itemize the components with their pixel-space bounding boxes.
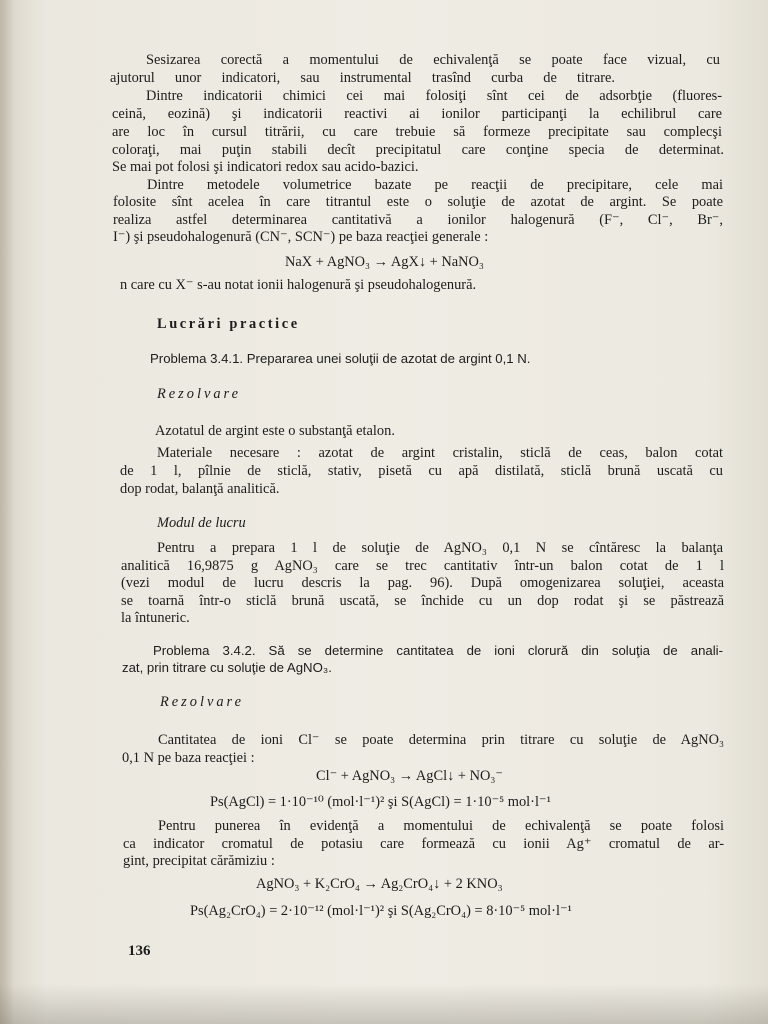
paragraph-line: se toarnă într-o sticlă brună uscată, se închide cu un dop rodat şi se păstrează (121, 593, 724, 609)
paragraph-line: Azotatul de argint este o substanţă etalon. (155, 423, 395, 439)
page-binding-shadow (0, 0, 14, 1024)
reaction-equation: Cl⁻ + AgNO₃ → AgCl↓ + NO₃⁻ (316, 768, 503, 784)
reaction-equation: NaX + AgNO₃ → AgX↓ + NaNO₃ (285, 254, 484, 270)
paragraph-line: gint, precipitat cărămiziu : (123, 853, 275, 869)
reaction-equation: AgNO₃ + K₂CrO₄ → Ag₂CrO₄↓ + 2 KNO₃ (256, 876, 503, 892)
paragraph-line: folosite sînt acelea în care titrantul este o soluţie de azotat de argint. Se poate (113, 194, 723, 210)
section-heading: Lucrări practice (157, 316, 300, 332)
paragraph-line: n care cu X⁻ s-au notat ionii halogenură şi pseudohalogenură. (120, 277, 477, 293)
paragraph-line: 0,1 N pe baza reacţiei : (122, 750, 255, 766)
paragraph-line: Dintre indicatorii chimici cei mai folosiţi sînt cei de adsorbţie (fluores- (146, 88, 722, 104)
paragraph-line: la întuneric. (121, 610, 190, 626)
paragraph-line: Materiale necesare : azotat de argint cristalin, sticlă de ceas, balon cotat (157, 445, 723, 461)
paragraph-line: I⁻) şi pseudohalogenură (CN⁻, SCN⁻) pe baza reacţiei generale : (113, 229, 489, 245)
paragraph-line: coloraţi, mai puţin stabili decît precipitatul care conţine specia de determinat. (112, 142, 724, 158)
page-number: 136 (128, 943, 151, 959)
paragraph-line: de 1 l, pîlnie de sticlă, stativ, pisetă cu apă distilată, sticlă brună uscată cu (120, 463, 723, 479)
paragraph-line: Se mai pot folosi şi indicatori redox sau acido-bazici. (112, 159, 419, 175)
problem-statement: Problema 3.4.2. Să se determine cantitatea de ioni clorură din soluţia de anali- (153, 643, 723, 658)
paragraph-line: dop rodat, balanţă analitică. (120, 481, 280, 497)
paragraph-line: Sesizarea corectă a momentului de echivalenţă se poate face vizual, cu (146, 52, 720, 68)
paragraph-line: ceină, eozină) şi indicatorii reactivi ai ionilor participanţi la echilibrul care (112, 106, 722, 122)
paragraph-line: ca indicator cromatul de potasiu care formează cu ionii Ag⁺ cromatul de ar- (123, 836, 724, 852)
subheading: Rezolvare (157, 386, 242, 402)
solubility-product-equation: Ps(Ag₂CrO₄) = 2·10⁻¹² (mol·l⁻¹)² şi S(Ag₂CrO₄) = 8·10⁻⁵ mol·l⁻¹ (190, 903, 572, 919)
paragraph-line: Dintre metodele volumetrice bazate pe reacţii de precipitare, cele mai (147, 177, 723, 193)
paragraph-line: realiza astfel determinarea cantitativă a ionilor halogenură (F⁻, Cl⁻, Br⁻, (113, 212, 723, 228)
paragraph-line: Pentru punerea în evidenţă a momentului de echivalenţă se poate folosi (158, 818, 724, 834)
page-bottom-shadow (0, 984, 768, 1024)
problem-statement: zat, prin titrare cu soluţie de AgNO₃. (122, 660, 332, 675)
paragraph-line: ajutorul unor indicatori, sau instrumental trasînd curba de titrare. (110, 70, 615, 86)
solubility-product-equation: Ps(AgCl) = 1·10⁻¹⁰ (mol·l⁻¹)² şi S(AgCl) = 1·10⁻⁵ mol·l⁻¹ (210, 794, 551, 810)
subheading: Rezolvare (160, 694, 245, 710)
problem-statement: Problema 3.4.1. Prepararea unei soluţii de azotat de argint 0,1 N. (150, 351, 531, 366)
paragraph-line: Cantitatea de ioni Cl⁻ se poate determina prin titrare cu soluţie de AgNO₃ (158, 732, 724, 748)
paragraph-line: analitică 16,9875 g AgNO₃ care se trec cantitativ într-un balon cotat de 1 l (121, 558, 724, 574)
subheading: Modul de lucru (157, 515, 246, 531)
paragraph-line: Pentru a prepara 1 l de soluţie de AgNO₃ 0,1 N se cîntăresc la balanţa (157, 540, 723, 556)
paragraph-line: (vezi modul de lucru descris la pag. 96). După omogenizarea soluţiei, aceasta (121, 575, 724, 591)
paragraph-line: are loc în cursul titrării, cu care trebuie să formeze precipitate sau complecşi (112, 124, 722, 140)
